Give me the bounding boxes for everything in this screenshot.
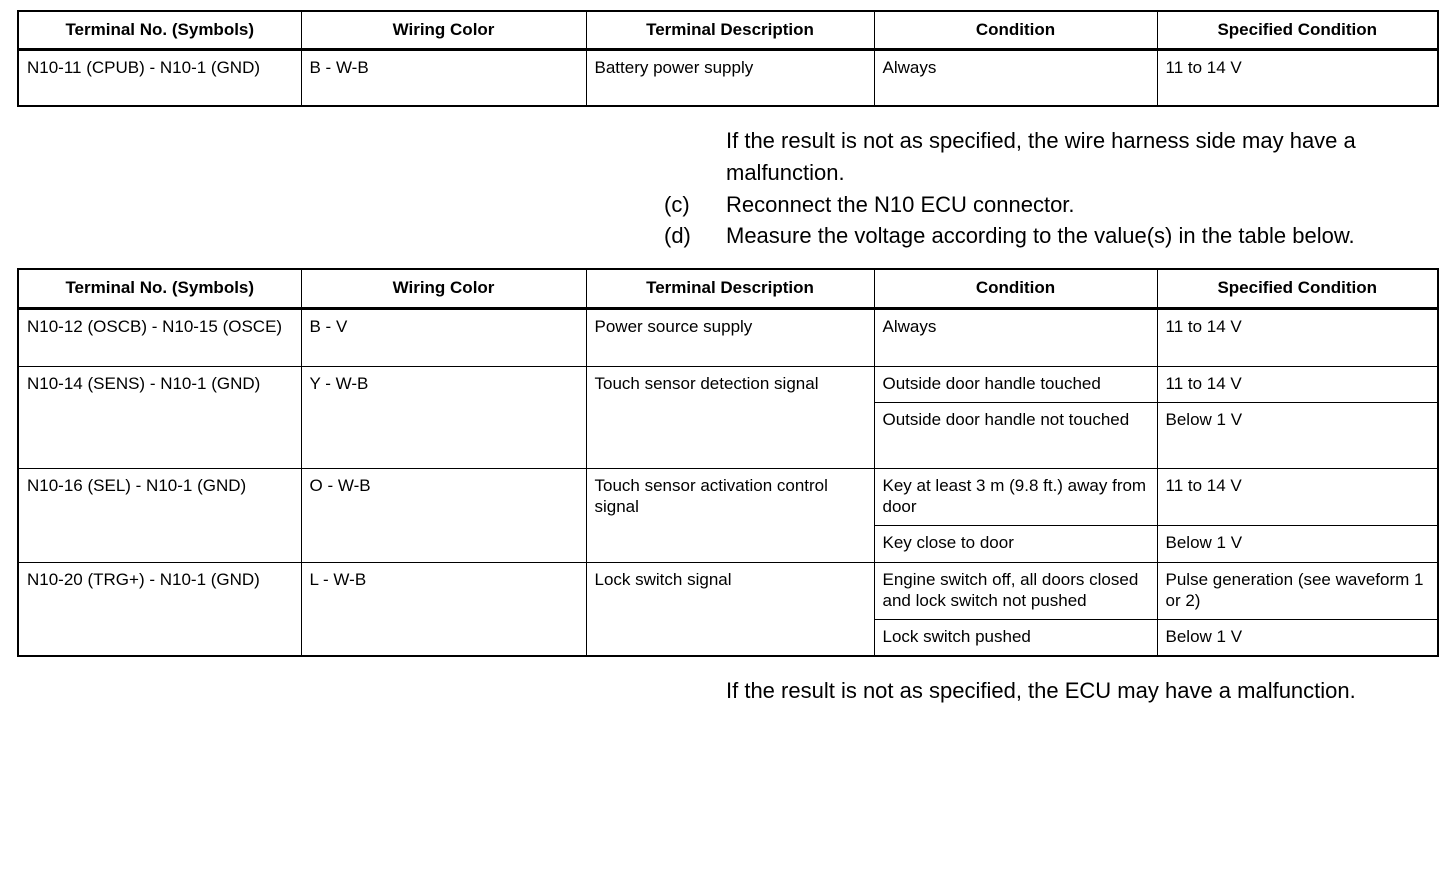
table-header-row	[18, 11, 1438, 50]
table-row	[18, 366, 1438, 402]
cell-condition: Key close to door	[874, 526, 1157, 562]
table-1-header	[18, 11, 1438, 50]
step-text-c: Reconnect the N10 ECU connector.	[726, 191, 1075, 217]
column-header-condition: Condition	[874, 11, 1157, 50]
cell-wiring-color: B - W-B	[301, 50, 586, 106]
note-wire-harness: If the result is not as specified, the wire harness side may have a malfunction.	[726, 127, 1356, 185]
column-header-specified-condition: Specified Condition	[1157, 269, 1438, 308]
cell-specified-condition: 11 to 14 V	[1157, 308, 1438, 366]
cell-terminal-description: Touch sensor activation control signal	[586, 468, 874, 562]
table-gap	[0, 252, 1456, 268]
cell-terminal-description: Lock switch signal	[586, 562, 874, 656]
instruction-block-2	[726, 675, 1426, 707]
step-text-d: Measure the voltage according to the value(s) in the table below.	[726, 223, 1355, 249]
step-marker-d: (d)	[664, 223, 691, 249]
cell-wiring-color: B - V	[301, 308, 586, 366]
cell-condition: Lock switch pushed	[874, 620, 1157, 657]
cell-wiring-color: L - W-B	[301, 562, 586, 656]
cell-condition: Engine switch off, all doors closed and lock switch not pushed	[874, 562, 1157, 620]
cell-condition: Outside door handle not touched	[874, 402, 1157, 468]
column-header-terminal-description: Terminal Description	[586, 11, 874, 50]
column-header-terminal-description: Terminal Description	[586, 269, 874, 308]
cell-specified-condition: Pulse generation (see waveform 1 or 2)	[1157, 562, 1438, 620]
cell-condition: Always	[874, 50, 1157, 106]
step-marker-c: (c)	[664, 191, 690, 217]
instruction-block-1	[664, 125, 1424, 253]
cell-wiring-color: O - W-B	[301, 468, 586, 562]
note-ecu-malfunction: If the result is not as specified, the ECU may have a malfunction.	[726, 678, 1356, 704]
cell-terminal-no: N10-12 (OSCB) - N10-15 (OSCE)	[18, 308, 301, 366]
cell-condition: Always	[874, 308, 1157, 366]
cell-condition: Outside door handle touched	[874, 366, 1157, 402]
cell-terminal-description: Power source supply	[586, 308, 874, 366]
cell-specified-condition: 11 to 14 V	[1157, 468, 1438, 526]
column-header-wiring-color: Wiring Color	[301, 269, 586, 308]
column-header-condition: Condition	[874, 269, 1157, 308]
terminal-table-2	[17, 268, 1439, 657]
cell-specified-condition: Below 1 V	[1157, 526, 1438, 562]
cell-terminal-description: Touch sensor detection signal	[586, 366, 874, 468]
table-row	[18, 50, 1438, 106]
cell-terminal-description: Battery power supply	[586, 50, 874, 106]
column-header-wiring-color: Wiring Color	[301, 11, 586, 50]
column-header-specified-condition: Specified Condition	[1157, 11, 1438, 50]
table-header-row	[18, 269, 1438, 308]
cell-specified-condition: 11 to 14 V	[1157, 366, 1438, 402]
cell-terminal-no: N10-11 (CPUB) - N10-1 (GND)	[18, 50, 301, 106]
step-item-c	[664, 189, 1424, 221]
table-1-body	[18, 50, 1438, 106]
cell-condition: Key at least 3 m (9.8 ft.) away from door	[874, 468, 1157, 526]
column-header-terminal-no: Terminal No. (Symbols)	[18, 269, 301, 308]
table-row	[18, 562, 1438, 620]
step-item-d	[664, 220, 1424, 252]
cell-wiring-color: Y - W-B	[301, 366, 586, 468]
cell-terminal-no: N10-14 (SENS) - N10-1 (GND)	[18, 366, 301, 468]
cell-terminal-no: N10-20 (TRG+) - N10-1 (GND)	[18, 562, 301, 656]
table-row	[18, 308, 1438, 366]
column-header-terminal-no: Terminal No. (Symbols)	[18, 11, 301, 50]
table-2-body	[18, 308, 1438, 656]
table-row	[18, 468, 1438, 526]
top-spacer	[0, 0, 1456, 10]
cell-terminal-no: N10-16 (SEL) - N10-1 (GND)	[18, 468, 301, 562]
cell-specified-condition: Below 1 V	[1157, 620, 1438, 657]
cell-specified-condition: Below 1 V	[1157, 402, 1438, 468]
table-2-header	[18, 269, 1438, 308]
terminal-table-1	[17, 10, 1439, 107]
cell-specified-condition: 11 to 14 V	[1157, 50, 1438, 106]
